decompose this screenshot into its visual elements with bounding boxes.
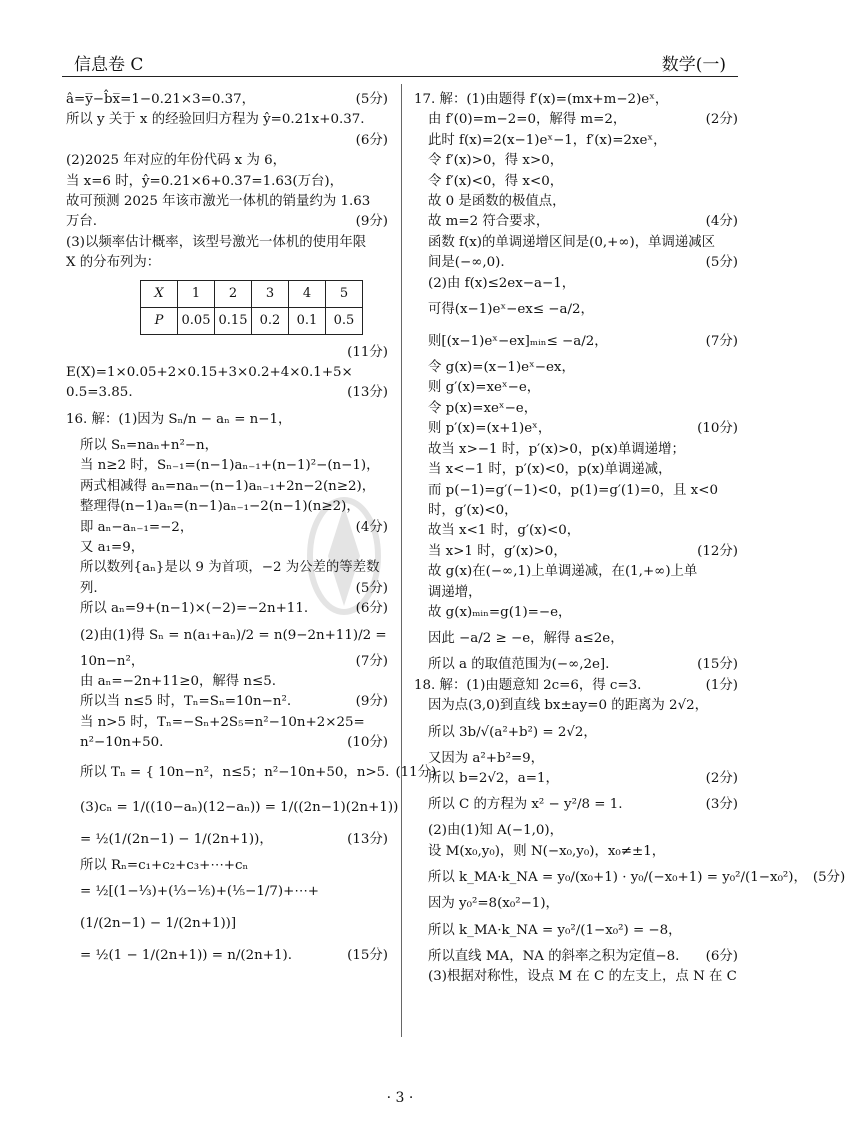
- line-text: 可得(x−1)eˣ−ex≤ −a/2，: [428, 302, 594, 318]
- line-text: 所以 aₙ=9+(n−1)×(−2)=−2n+11.: [80, 601, 309, 617]
- solution-line: [66, 754, 437, 792]
- line-text: 所以 y 关于 x 的经验回归方程为 ŷ=0.21x+0.37.: [66, 112, 365, 128]
- line-text: 10n−n²，: [80, 653, 145, 669]
- solution-line: [66, 172, 388, 192]
- line-text: 又 a₁=9，: [80, 539, 145, 555]
- score-mark: (5分): [812, 870, 845, 886]
- solution-line: [414, 769, 738, 789]
- solution-line: [414, 603, 738, 623]
- solution-line: [414, 583, 738, 603]
- line-text: 所以 Sₙ=naₙ+n²−n，: [80, 437, 219, 453]
- solution-line: [414, 294, 738, 326]
- score-mark: (6分): [705, 948, 738, 964]
- line-text: 所以 Rₙ=c₁+c₂+c₃+⋯+cₙ: [80, 857, 249, 873]
- right-column: [414, 90, 845, 987]
- score-mark: (9分): [355, 214, 388, 230]
- line-text: 即 aₙ−aₙ₋₁=−2，: [80, 519, 194, 535]
- solution-line: [414, 399, 738, 419]
- score-mark: (3分): [705, 797, 738, 813]
- solution-line: [414, 623, 738, 655]
- solution-line: [414, 419, 738, 439]
- solution-line: [414, 212, 738, 232]
- table-cell: 5: [326, 280, 363, 307]
- solution-line: [414, 233, 738, 253]
- line-text: 两式相减得 aₙ=naₙ−(n−1)aₙ₋₁+2n−2(n≥2)，: [80, 478, 376, 494]
- table-cell: 0.5: [326, 307, 363, 334]
- score-mark: (5分): [355, 92, 388, 107]
- line-text: 当 n≥2 时，Sₙ₋₁=(n−1)aₙ₋₁+(n−1)²−(n−1)，: [80, 458, 380, 474]
- score-mark: (6分): [355, 601, 388, 617]
- line-text: 由 f′(0)=m−2=0，解得 m=2，: [428, 112, 627, 128]
- line-text: 当 x=6 时，ŷ=0.21×6+0.37=1.63(万台)，: [66, 173, 344, 189]
- line-text: 故 m=2 符合要求，: [428, 214, 550, 230]
- solution-line: [414, 326, 738, 358]
- line-text: (2)由 f(x)≤2ex−a−1，: [428, 275, 576, 291]
- line-text: 令 f′(x)>0，得 x>0，: [428, 153, 564, 169]
- solution-line: [66, 876, 388, 908]
- line-text: 17. 解：(1)由题得 f′(x)=(mx+m−2)eˣ，: [414, 92, 669, 107]
- solution-line: [66, 856, 388, 876]
- line-text: 所以 3b/√(a²+b²) = 2√2，: [428, 724, 597, 740]
- line-text: 当 n>5 时，Tₙ=−Sₙ+2S₅=n²−10n+2×25=: [80, 714, 365, 730]
- solution-line: [66, 131, 388, 151]
- column-divider: [401, 84, 402, 1037]
- solution-line: [66, 151, 388, 171]
- score-mark: (15分): [697, 657, 738, 673]
- line-text: (3)根据对称性，设点 M 在 C 的左支上，点 N 在 C: [428, 969, 737, 984]
- line-text: X 的分布列为：: [66, 255, 161, 271]
- header-rule: [62, 76, 738, 77]
- line-text: 故 g(x)ₘᵢₙ=g(1)=−e，: [428, 604, 572, 620]
- score-mark: (9分): [355, 694, 388, 710]
- table-cell: 0.2: [252, 307, 289, 334]
- line-text: 所以数列{aₙ}是以 9 为首项，−2 为公差的等差数: [80, 560, 380, 576]
- solution-line: [414, 562, 738, 582]
- line-text: = ½(1/(2n−1) − 1/(2n+1))，: [80, 831, 273, 847]
- solution-line: [66, 90, 388, 110]
- line-text: 所以 b=2√2，a=1，: [428, 770, 559, 786]
- solution-line: [414, 378, 738, 398]
- solution-line: [66, 383, 388, 403]
- score-mark: (5分): [705, 255, 738, 271]
- score-mark: (15分): [347, 947, 388, 963]
- line-text: 时，g′(x)<0，: [428, 502, 518, 518]
- line-text: â=y̅−b̂x̅=1−0.21×3=0.37，: [66, 92, 256, 107]
- solution-line: [414, 90, 738, 110]
- line-text: 当 x<−1 时，p′(x)<0，p(x)单调递减，: [428, 462, 672, 478]
- line-text: 0.5=3.85.: [66, 385, 133, 401]
- solution-line: [414, 842, 738, 862]
- solution-line: [414, 440, 738, 460]
- solution-line: [66, 713, 388, 733]
- line-text: 整理得(n−1)aₙ=(n−1)aₙ₋₁−2(n−1)(n≥2)，: [80, 499, 360, 515]
- solution-line: [66, 792, 399, 824]
- table-row: [141, 280, 363, 307]
- solution-line: [66, 733, 388, 753]
- solution-line: [66, 363, 388, 383]
- table-cell: 0.05: [178, 307, 215, 334]
- line-text: 则[(x−1)eˣ−ex]ₘᵢₙ≤ −a/2，: [428, 334, 608, 350]
- solution-line: [66, 908, 388, 940]
- table-cell: P: [141, 307, 178, 334]
- line-text: 所以 a 的取值范围为(−∞,2e].: [428, 657, 610, 673]
- score-mark: (10分): [347, 735, 388, 751]
- line-text: 令 p(x)=xeˣ−e，: [428, 400, 538, 416]
- line-text: 令 g(x)=(x−1)eˣ−ex，: [428, 360, 575, 376]
- solution-line: [66, 497, 388, 517]
- score-mark: (7分): [355, 653, 388, 669]
- table-cell: 3: [252, 280, 289, 307]
- solution-line: [414, 717, 738, 749]
- score-mark: (11分): [395, 764, 437, 780]
- score-mark: (4分): [705, 214, 738, 230]
- line-text: (1/(2n−1) − 1/(2n+1))]: [80, 915, 237, 931]
- line-text: 万台.: [66, 214, 98, 230]
- left-column: [66, 90, 437, 972]
- solution-line: [66, 620, 388, 652]
- line-text: 16. 解：(1)因为 Sₙ/n − aₙ = n−1，: [66, 411, 292, 427]
- solution-line: [414, 947, 738, 967]
- solution-line: [66, 579, 388, 599]
- score-mark: (2分): [705, 770, 738, 786]
- line-text: 此时 f(x)=2(x−1)eˣ−1，f′(x)=2xeˣ，: [428, 132, 667, 148]
- line-text: 调递增，: [428, 584, 482, 600]
- solution-line: [66, 192, 388, 212]
- solution-line: [66, 538, 388, 558]
- solution-line: [66, 253, 388, 273]
- line-text: 又因为 a²+b²=9，: [428, 750, 545, 766]
- score-mark: (11分): [347, 344, 388, 360]
- solution-line: [66, 343, 388, 363]
- score-mark: (7分): [705, 334, 738, 350]
- line-text: 函数 f(x)的单调递增区间是(0,+∞)，单调递减区: [428, 234, 716, 250]
- solution-line: [66, 940, 388, 972]
- header-left: 信息卷 C: [74, 55, 144, 75]
- line-text: 因为 y₀²=8(x₀²−1)，: [428, 896, 559, 912]
- solution-line: [414, 967, 738, 987]
- solution-line: [414, 172, 738, 192]
- line-text: E(X)=1×0.05+2×0.15+3×0.2+4×0.1+5×: [66, 365, 353, 381]
- solution-line: [414, 696, 738, 716]
- line-text: 所以当 n≤5 时，Tₙ=Sₙ=10n−n².: [80, 694, 292, 710]
- solution-line: [66, 436, 388, 456]
- solution-line: [414, 542, 738, 562]
- line-text: (2)由(1)知 A(−1,0)，: [428, 823, 563, 839]
- solution-line: [414, 821, 738, 841]
- solution-line: [414, 151, 738, 171]
- line-text: 则 p′(x)=(x+1)eˣ，: [428, 421, 552, 437]
- solution-line: [414, 110, 738, 130]
- line-text: 故当 x>−1 时，p′(x)>0，p(x)单调递增；: [428, 441, 685, 457]
- score-mark: (1分): [705, 677, 738, 693]
- table-cell: 2: [215, 280, 252, 307]
- line-text: 故当 x<1 时，g′(x)<0，: [428, 523, 581, 539]
- line-text: 所以 k_MA·k_NA = y₀/(x₀+1) · y₀/(−x₀+1) = y₀²/(1−x₀²)，: [428, 870, 807, 886]
- score-mark: (13分): [347, 385, 388, 401]
- solution-line: [414, 192, 738, 212]
- solution-line: [414, 789, 738, 821]
- line-text: 由 aₙ=−2n+11≥0，解得 n≤5.: [80, 673, 277, 689]
- table-cell: X: [141, 280, 178, 307]
- solution-line: [66, 518, 388, 538]
- line-text: 因为点(3,0)到直线 bx±ay=0 的距离为 2√2，: [428, 698, 709, 714]
- solution-line: [66, 456, 388, 476]
- line-text: 因此 −a/2 ≥ −e，解得 a≤2e，: [428, 631, 624, 647]
- line-text: 而 p(−1)=g′(−1)<0，p(1)=g′(1)=0，且 x<0: [428, 482, 718, 498]
- line-text: 所以直线 MA，NA 的斜率之积为定值−8.: [428, 948, 680, 964]
- score-mark: (6分): [355, 132, 388, 148]
- line-text: 18. 解：(1)由题意知 2c=6，得 c=3.: [414, 677, 642, 693]
- solution-line: [414, 253, 738, 273]
- line-text: 所以 k_MA·k_NA = y₀²/(1−x₀²) = −8，: [428, 922, 682, 938]
- solution-line: [414, 655, 738, 675]
- line-text: 令 f′(x)<0，得 x<0，: [428, 173, 564, 189]
- line-text: n²−10n+50.: [80, 735, 164, 751]
- solution-line: [414, 894, 738, 914]
- table-cell: 1: [178, 280, 215, 307]
- solution-line: [66, 672, 388, 692]
- solution-line: [66, 477, 388, 497]
- solution-line: [66, 652, 388, 672]
- solution-line: [66, 599, 388, 619]
- solution-line: [414, 915, 738, 947]
- distribution-table: [140, 280, 363, 335]
- score-mark: (2分): [705, 112, 738, 128]
- line-text: = ½[(1−⅓)+(⅓−⅕)+(⅕−1/7)+⋯+: [80, 883, 319, 899]
- solution-line: [66, 404, 388, 436]
- line-text: 则 g′(x)=xeˣ−e，: [428, 380, 541, 396]
- line-text: 当 x>1 时，g′(x)>0，: [428, 543, 567, 559]
- solution-line: [414, 131, 738, 151]
- line-text: 故 0 是函数的极值点，: [428, 194, 566, 210]
- solution-line: [414, 862, 845, 894]
- line-text: (2)2025 年对应的年份代码 x 为 6，: [66, 153, 287, 169]
- line-text: (2)由(1)得 Sₙ = n(a₁+aₙ)/2 = n(9−2n+11)/2 =: [80, 627, 387, 643]
- solution-line: [414, 676, 738, 696]
- page-number: · 3 ·: [386, 1090, 414, 1106]
- line-text: (3)cₙ = 1/((10−aₙ)(12−aₙ)) = 1/((2n−1)(2n+1)): [80, 799, 399, 815]
- score-mark: (13分): [347, 831, 388, 847]
- table-cell: 4: [289, 280, 326, 307]
- line-text: (3)以频率估计概率，该型号激光一体机的使用年限: [66, 234, 367, 250]
- solution-line: [66, 110, 388, 130]
- solution-line: [66, 212, 388, 232]
- score-mark: (10分): [697, 421, 738, 437]
- table-row: [141, 307, 363, 334]
- line-text: 所以 Tₙ = { 10n−n²，n≤5；n²−10n+50，n>5.: [80, 764, 390, 780]
- line-text: 设 M(x₀,y₀)，则 N(−x₀,y₀)，x₀≠±1，: [428, 843, 666, 859]
- solution-line: [414, 521, 738, 541]
- score-mark: (12分): [697, 543, 738, 559]
- solution-line: [66, 233, 388, 253]
- solution-line: [414, 358, 738, 378]
- solution-line: [414, 274, 738, 294]
- line-text: 故 g(x)在(−∞,1)上单调递减，在(1,+∞)上单: [428, 564, 698, 580]
- line-text: 间是(−∞,0).: [428, 255, 505, 271]
- table-cell: 0.1: [289, 307, 326, 334]
- solution-line: [66, 824, 388, 856]
- solution-line: [414, 501, 738, 521]
- header-right: 数学(一): [661, 55, 726, 75]
- line-text: = ½(1 − 1/(2n+1)) = n/(2n+1).: [80, 947, 292, 963]
- score-mark: (5分): [355, 580, 388, 596]
- line-text: 列.: [80, 580, 98, 596]
- solution-line: [66, 558, 388, 578]
- score-mark: (4分): [355, 519, 388, 535]
- solution-line: [414, 749, 738, 769]
- solution-line: [414, 481, 738, 501]
- line-text: 所以 C 的方程为 x² − y²/8 = 1.: [428, 797, 623, 813]
- solution-line: [66, 692, 388, 712]
- solution-line: [414, 460, 738, 480]
- line-text: 故可预测 2025 年该市激光一体机的销量约为 1.63: [66, 194, 371, 210]
- table-cell: 0.15: [215, 307, 252, 334]
